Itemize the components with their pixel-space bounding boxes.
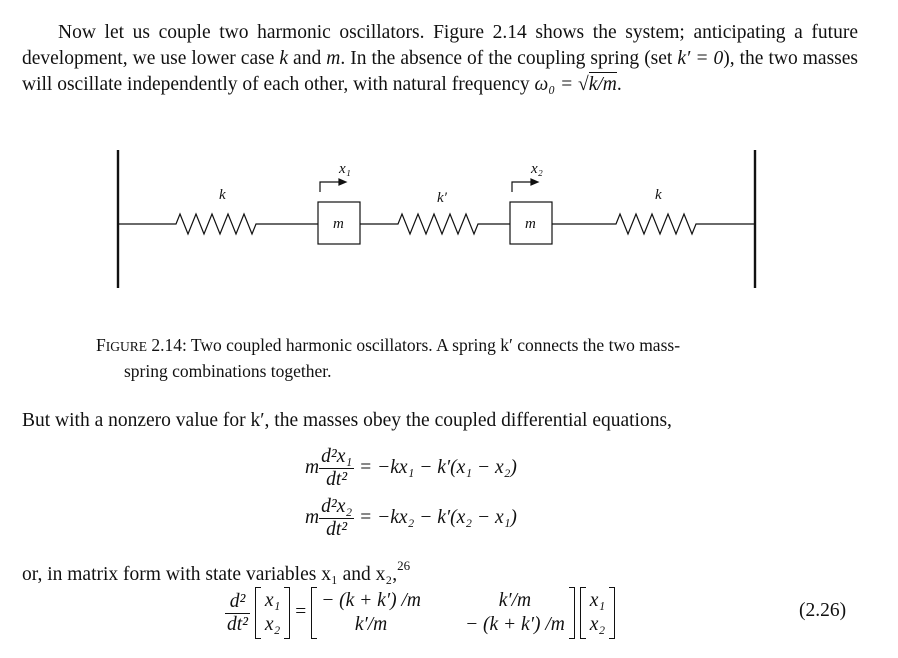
paragraph-3-text: or, in matrix form with state variables x₁ and x₂,: [22, 564, 398, 585]
x1-arrowhead-icon: [339, 179, 346, 185]
eq1-rhs: = −kx₁ − k′(x₁ − x₂): [354, 456, 517, 478]
caption-text-1: Two coupled harmonic oscillators. A spring k′ connects the two mass-: [190, 335, 681, 355]
spring-middle: [360, 214, 510, 234]
caption-line-1: [96, 333, 786, 359]
caption-label-small: IGURE: [105, 339, 147, 354]
equation-number: (2.26): [799, 600, 847, 621]
spring-right: [552, 214, 755, 234]
intro-text-3: . In the absence of the coupling spring (set: [340, 48, 678, 69]
paragraph-3: [22, 553, 858, 588]
x2-arrowhead-icon: [531, 179, 538, 185]
equation-2: [305, 496, 517, 541]
eq1-derivative: $\frac{\text{d²x₁}}{\text{dt²}}$: [321, 446, 353, 490]
label-mass-2: m: [525, 216, 536, 232]
intro-text-4: ), the two masses will oscillate independently of each other, with natural frequency: [22, 48, 858, 95]
label-k-left: k: [219, 187, 226, 203]
matrix-derivative: $\frac{\text{d²}}{\text{dt²}}$: [227, 590, 249, 635]
symbol-k: k: [279, 48, 289, 69]
label-x1: x₁: [339, 161, 351, 177]
sqrt-sign: √: [578, 74, 589, 95]
eq1-mass: m: [305, 456, 320, 478]
label-k-right: k: [655, 187, 662, 203]
coefficient-matrix: − (k + k′) /m k′/m k′/m − (k + k′) /m: [311, 587, 575, 639]
matrix-equals: =: [295, 601, 307, 623]
eq2-rhs: = −kx₂ − k′(x₂ − x₁): [354, 506, 517, 528]
label-mass-1: m: [333, 216, 344, 232]
label-k-prime: k′: [437, 190, 447, 206]
caption-number: 2.14:: [146, 335, 191, 355]
intro-paragraph: [22, 20, 858, 98]
intro-text-2: and: [288, 48, 327, 69]
x1-arrow: [320, 182, 340, 192]
caption-label: F: [96, 335, 106, 355]
intro-end: .: [616, 74, 622, 95]
state-vector-right: x₁ x₂: [580, 587, 615, 639]
coupled-oscillator-diagram: [0, 135, 898, 310]
spring-left: [118, 214, 318, 234]
intro-text-1: Now let us couple two harmonic oscillators. Figure 2.14 shows the system; anticipating a future development, we use lower case: [22, 22, 858, 69]
label-x2: x₂: [531, 161, 543, 177]
matrix-equation: [225, 587, 615, 639]
x2-arrow: [512, 182, 532, 192]
omega-zero: ω₀ =: [534, 74, 579, 95]
figure-caption: [96, 333, 786, 383]
equation-1: [305, 446, 517, 491]
eq2-derivative: $\frac{\text{d²x₂}}{\text{dt²}}$: [321, 496, 353, 540]
paragraph-2: But with a nonzero value for k′, the masses obey the coupled differential equations,: [22, 410, 672, 431]
caption-line-2: spring combinations together.: [124, 361, 332, 381]
kprime-zero: k′ = 0: [677, 48, 724, 69]
footnote-marker: 26: [397, 558, 411, 573]
state-vector-left: x₁ x₂: [255, 587, 290, 639]
eq2-mass: m: [305, 506, 320, 528]
k-over-m: k/m: [588, 74, 617, 95]
symbol-m: m: [326, 48, 341, 69]
